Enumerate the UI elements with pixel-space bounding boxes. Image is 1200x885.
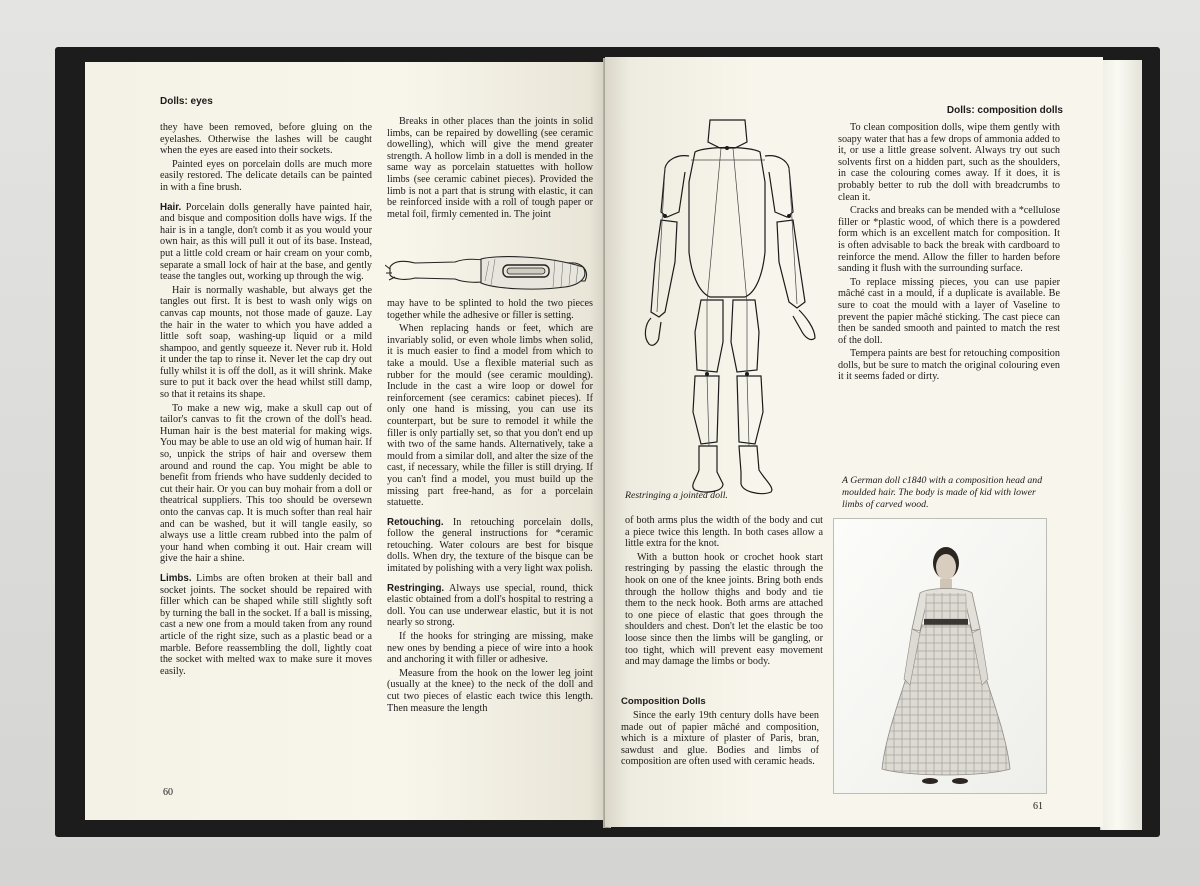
paragraph — [625, 515, 823, 550]
paragraph-text: Breaks in other places than the joints in solid limbs, can be repaired by dowelling (see ceramic dowelling), which will give the mend greater strength. A hollow limb in a doll is mended in the same way as porcelain statuettes with hollow limbs (see ceramic cabinet pieces). Provided the limb is not a part that is strung with elastic, it can be reinforced inside with a roll of tough paper or metal foil, firmly cemented in. The joint — [387, 116, 593, 220]
paragraph — [160, 573, 372, 677]
paragraph-text: To make a new wig, make a skull cap out of tailor's canvas to fit the crown of the doll's head. Human hair is the best material for making wigs. You may be able to use an old wig of human hair. If so, unpick the strips of hair and oversew them around and round the cap. You might be able to benefit from friends who have suddenly decided to cut their hair. Or you can buy mohair from a doll or theatrical suppliers. This too should be oversewn onto the canvas cap. It is much softer than real hair and can be washed, but it will tangle easily, so always use a little cream rubbed into the palm of your hand when combing it out. Hair cream will give the hair a shine. — [160, 402, 372, 565]
right-column-1 — [625, 515, 823, 670]
paragraph-text: Limbs are often broken at their ball and socket joints. The socket should be repaired with filler which can be shaped while still slightly soft by turning the ball in the socket. If a ball is missing, cast a new one from a mould taken from any round article of the right size, such as a plastic bead or a marble. Before reassembling the doll, lightly coat the socket with melted wax to make sure it moves easily. — [160, 572, 372, 677]
paragraph — [160, 159, 372, 194]
paragraph — [838, 205, 1060, 275]
right-page — [605, 57, 1103, 827]
paragraph-text: Tempera paints are best for retouching composition dolls, but be sure to match the original colouring even it it seems faded or dirty. — [838, 348, 1060, 383]
paragraph-text: Porcelain dolls generally have painted hair, and bisque and composition dolls have wigs. If the hair is in a tangle, don't comb it as you would your own hair, as this will pull it out of its base. Instead, put a little cold cream or hair cream on your comb, separate a small lock of hair at the base, and gently tease the tangles out, working up through the wig. — [160, 201, 372, 283]
paragraph — [621, 710, 819, 768]
paragraph-text: Always use special, round, thick elastic obtained from a doll's hospital to restring a doll. You can use underwear elastic, but it is not nearly so strong. — [387, 582, 593, 629]
paragraph-text: To clean composition dolls, wipe them gently with soapy water that has a few drops of ammonia added to it, or use a little grease solvent. Always try out such solvents first on a hidden part, such as the shoulders, in case the colouring comes away. If it does, it is probably better to rub the doll with breadcrumbs to clean it. — [838, 122, 1060, 203]
photo-caption: A German doll c1840 with a composition head and moulded hair. The body is made of kid with lower limbs of carved wood. — [842, 475, 1043, 510]
paragraph — [387, 631, 593, 666]
arm-splint-illustration — [385, 245, 595, 295]
drawing-caption: Restringing a jointed doll. — [625, 490, 728, 501]
section-heading: Restringing. — [387, 582, 445, 594]
paragraph — [160, 403, 372, 565]
paragraph-text: Measure from the hook on the lower leg joint (usually at the knee) to the neck of the doll and cut two pieces of elastic each twice this length. Then measure the length — [387, 667, 593, 714]
page-edges — [1100, 60, 1142, 830]
paragraph-text: Since the early 19th century dolls have been made out of papier mâché and composition, which is a mixture of plaster of Paris, bran, sawdust and glue. Bodies and limbs of composition are often used with ceramic heads. — [621, 710, 819, 768]
left-column-1 — [160, 122, 372, 679]
paragraph — [838, 348, 1060, 383]
paragraph-text: Hair is normally washable, but always get the tangles out first. It is best to wash only wigs on canvas cap mounts, not those made of gauze. Lay the hair in the water to which you have added a little soft soap, washing-up liquid or a mild shampoo, and gently squeeze it. Never rub it. Hold it under the tap to rinse it. Never let the cap dry out fully whilst it is off the doll, as it will shrink. Make sure to put it back over the head whilst still damp, so that it retains its shape. — [160, 284, 372, 401]
left-running-header: Dolls: eyes — [160, 96, 213, 107]
paragraph — [838, 122, 1060, 203]
composition-dolls-subhead: Composition Dolls — [621, 696, 706, 707]
paragraph — [387, 323, 593, 509]
paragraph — [387, 668, 593, 714]
paragraph — [387, 298, 593, 321]
paragraph — [387, 116, 593, 220]
paragraph-text: Painted eyes on porcelain dolls are much more easily restored. The delicate details can be painted in with a fine brush. — [160, 158, 372, 193]
paragraph-text: To replace missing pieces, you can use papier mâché cast in a mould, if a duplicate is available. Be sure to coat the mould with a layer of Vaseline to prevent the papier mâché sticking. The cast piece can then be sanded smooth and painted to match the rest of the doll. — [838, 276, 1060, 346]
paragraph-text: may have to be splinted to hold the two pieces together while the adhesive or filler is setting. — [387, 298, 593, 321]
paragraph — [838, 277, 1060, 347]
section-heading: Hair. — [160, 201, 182, 213]
right-column-2 — [838, 122, 1060, 385]
left-column-2-bottom — [387, 298, 593, 716]
left-page — [85, 62, 610, 820]
left-page-number: 60 — [163, 787, 173, 798]
jointed-doll-drawing — [625, 112, 835, 497]
paragraph-text: In retouching porcelain dolls, follow the general instructions for *ceramic retouching. Water colours are best for bisque dolls. When dry, the texture of the bisque can be imitated by polishing with a very light wax polish. — [387, 516, 593, 575]
right-page-number: 61 — [1033, 801, 1043, 812]
paragraph-text: When replacing hands or feet, which are invariably solid, or even whole limbs when solid, it is much easier to find a model from which to take a mould. Use a flexible material such as rubber for the mould (see ceramic moulding). Include in the cast a wire loop or dowel for reinforcement (see ceramics: cabinet pieces). If only one hand is missing, you can use its counterpart, but be sure to remodel it while the filler is only partially set, so that you don't end up with two of the same hands. Alternatively, take a mould from a similar doll, and alter the size of the cast, if necessary, while the filler is still drying. If you can't find a model, you must build up the missing part free-hand, as for a porcelain statuette. — [387, 323, 593, 509]
paragraph-text: of both arms plus the width of the body and cut a piece twice this length. In both cases allow a little extra for the knot. — [625, 515, 823, 550]
paragraph — [387, 583, 593, 629]
paragraph-text: If the hooks for stringing are missing, make new ones by bending a piece of wire into a hook and anchoring it with filler or adhesive. — [387, 631, 593, 666]
left-column-2-top — [387, 116, 593, 222]
paragraph — [625, 552, 823, 668]
section-heading: Limbs. — [160, 572, 192, 584]
paragraph — [160, 202, 372, 283]
paragraph-text: they have been removed, before gluing on the eyelashes. Otherwise the lashes will be caught when the eyes are eased into their sockets. — [160, 122, 372, 157]
section-heading: Retouching. — [387, 516, 444, 528]
paragraph-text: Cracks and breaks can be mended with a *cellulose filler or *plastic wood, of which there is a powdered form which is an excellent match for composition. It is often advisable to back the break with cardboard to reinforce the mend. Allow the filler to harden before sanding it flush with the surrounding surface. — [838, 205, 1060, 275]
paragraph-text: With a button hook or crochet hook start restringing by passing the elastic through the hook on one of the knee joints. Bring both ends through the hollow thighs and body and tie them to the neck hook. Both arms are attached to one piece of elastic that goes through the shoulders and chest. Don't let the elastic be too loose since then the limbs will be gangling, or too tight, which will prevent easy movement and may damage the limbs or body. — [625, 551, 823, 668]
paragraph — [387, 517, 593, 575]
doll-photograph — [833, 518, 1047, 794]
right-column-1-bottom — [621, 710, 819, 770]
right-running-header: Dolls: composition dolls — [946, 105, 1063, 116]
paragraph — [160, 285, 372, 401]
paragraph — [160, 122, 372, 157]
